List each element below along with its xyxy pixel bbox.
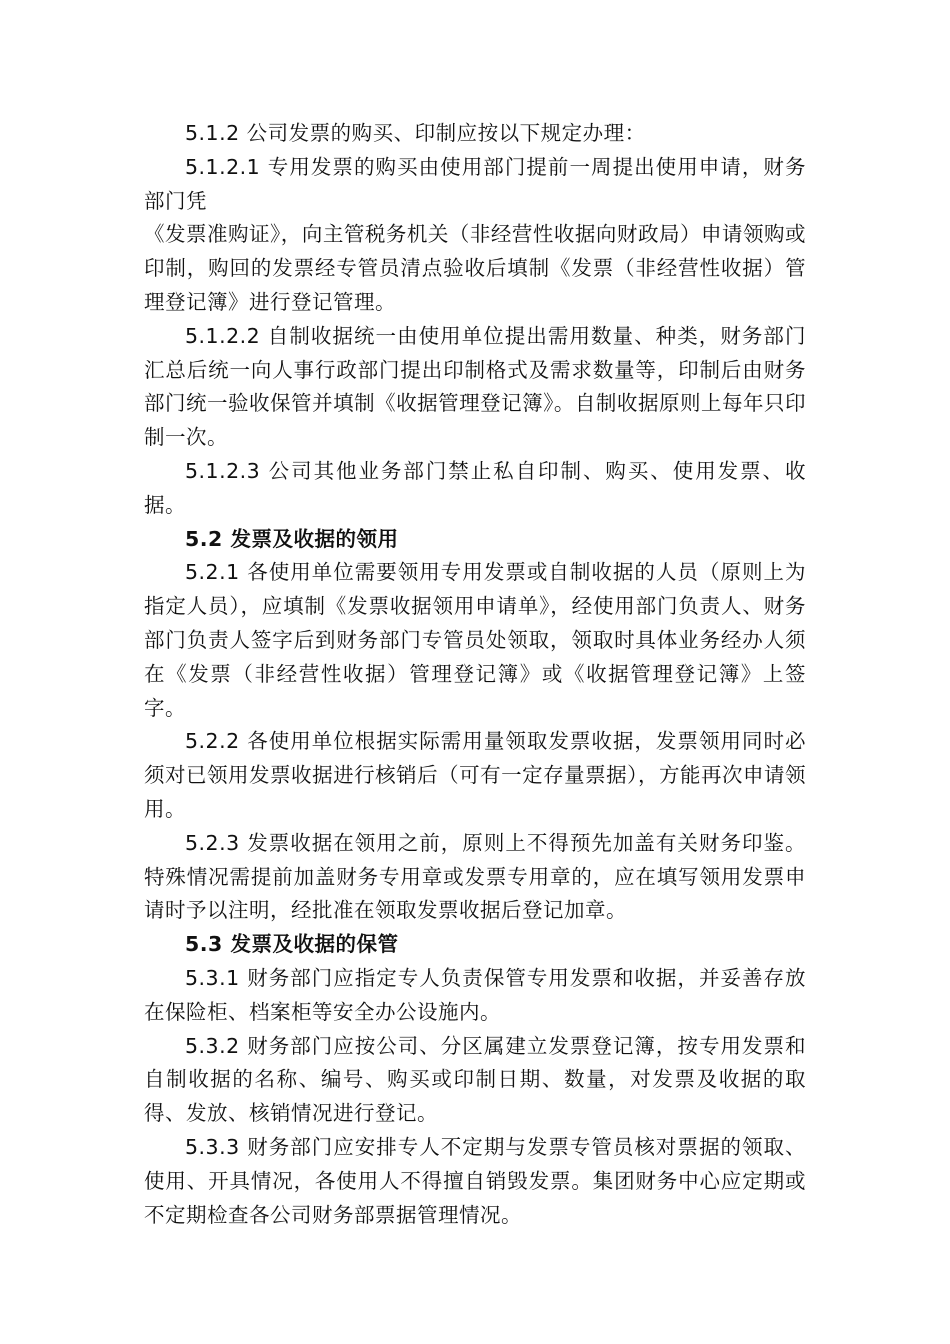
document-body bbox=[144, 117, 806, 1232]
paragraph-5-1-2-1-cont: 《发票准购证》，向主管税务机关（非经营性收据向财政局）申请领购或印制，购回的发票经专管员清点验收后填制《发票（非经营性收据）管理登记簿》进行登记管理。 bbox=[144, 222, 806, 314]
paragraph-5-3-3: 5.3.3 财务部门应安排专人不定期与发票专管员核对票据的领取、使用、开具情况，各使用人不得擅自销毁发票。集团财务中心应定期或不定期检查各公司财务部票据管理情况。 bbox=[144, 1134, 806, 1227]
paragraph-5-1-2-1: 5.1.2.1 专用发票的购买由使用部门提前一周提出使用申请，财务部门凭 bbox=[144, 154, 806, 213]
paragraph-5-3-1: 5.3.1 财务部门应指定专人负责保管专用发票和收据，并妥善存放在保险柜、档案柜等安全办公设施内。 bbox=[144, 965, 806, 1024]
paragraph-5-1-2-2: 5.1.2.2 自制收据统一由使用单位提出需用数量、种类，财务部门汇总后统一向人事行政部门提出印制格式及需求数量等，印制后由财务部门统一验收保管并填制《收据管理登记簿》。自制收据原则上每年只印制一次。 bbox=[144, 323, 806, 450]
section-heading-5-2: 5.2 发票及收据的领用 bbox=[185, 526, 399, 551]
paragraph-5-1-2-3: 5.1.2.3 公司其他业务部门禁止私自印制、购买、使用发票、收据。 bbox=[144, 458, 806, 517]
section-heading-5-3: 5.3 发票及收据的保管 bbox=[185, 932, 399, 957]
paragraph-5-2-2: 5.2.2 各使用单位根据实际需用量领取发票收据，发票领用同时必须对已领用发票收据进行核销后（可有一定存量票据），方能再次申请领用。 bbox=[144, 729, 806, 821]
paragraph-5-2-1: 5.2.1 各使用单位需要领用专用发票或自制收据的人员（原则上为指定人员），应填制《发票收据领用申请单》，经使用部门负责人、财务部门负责人签字后到财务部门专管员处领取，领取时具体业务经办人须在《发票（非经营性收据）管理登记簿》或《收据管理登记簿》上签字。 bbox=[144, 560, 806, 720]
paragraph-5-3-2: 5.3.2 财务部门应按公司、分区属建立发票登记簿，按专用发票和自制收据的名称、编号、购买或印制日期、数量，对发票及收据的取得、发放、核销情况进行登记。 bbox=[144, 1033, 806, 1126]
paragraph-5-2-3: 5.2.3 发票收据在领用之前，原则上不得预先加盖有关财务印鉴。特殊情况需提前加盖财务专用章或发票专用章的，应在填写领用发票申请时予以注明，经批准在领取发票收据后登记加章。 bbox=[144, 830, 806, 923]
paragraph-5-1-2: 5.1.2 公司发票的购买、印制应按以下规定办理： bbox=[185, 121, 646, 145]
